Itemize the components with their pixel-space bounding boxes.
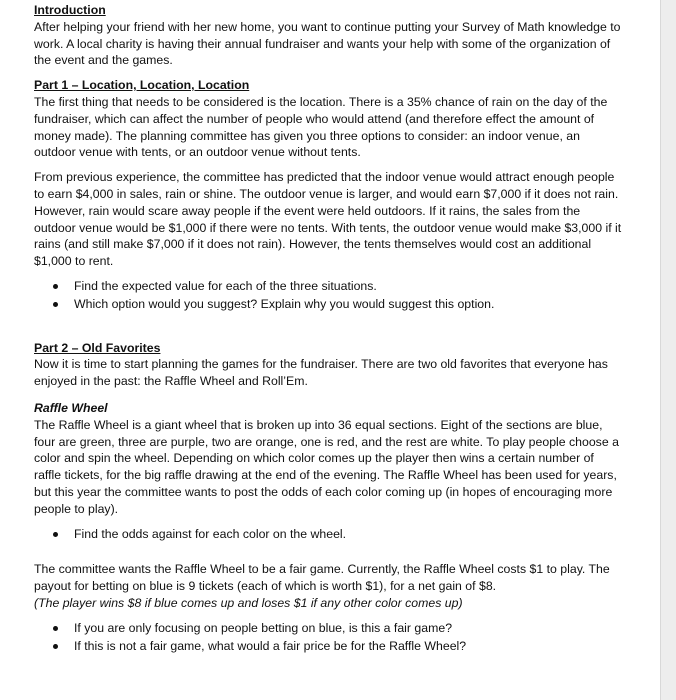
- intro-text: After helping your friend with her new home, you want to continue putting your Survey of Math knowledge to work. A local charity is having their annual fundraiser and wants your help with some of the organization of the event and the games.: [34, 19, 621, 68]
- raffle-heading: Raffle Wheel: [34, 400, 108, 415]
- list-item: Find the expected value for each of the three situations.: [74, 278, 624, 295]
- part1-para1: The first thing that needs to be considered is the location. There is a 35% chance of rain on the day of the fundraiser, which can affect the number of people who would attend (and therefore effect the amount of money made). The planning committee has given you three options to consider: an indoor venue, an outdoor venue with tents, or an outdoor venue without tents.: [34, 94, 608, 160]
- part1-bullet-list: [34, 278, 624, 313]
- list-item: Find the odds against for each color on the wheel.: [74, 526, 624, 543]
- part1-para2: From previous experience, the committee has predicted that the indoor venue would attract enough people to earn $4,000 in sales, rain or shine. The outdoor venue is larger, and would earn $7,000 if it does not rain. However, rain would scare away people if the event were held outdoors. If it rains, the sales from the outdoor venue would be $1,000 if there were no tents. With tents, the outdoor venue would make $3,000 if it rains (and still make $7,000 if it does not rain). However, the tents themselves would cost an additional $1,000 to rent.: [34, 170, 622, 269]
- page-edge: [660, 0, 676, 700]
- list-item: If you are only focusing on people betting on blue, is this a fair game?: [74, 620, 624, 637]
- intro-heading: Introduction: [34, 3, 106, 17]
- raffle-bullet-list: [34, 526, 624, 543]
- fair-game-note: (The player wins $8 if blue comes up and loses $1 if any other color comes up): [34, 595, 463, 610]
- part2-heading: Part 2 – Old Favorites: [34, 340, 161, 355]
- part2-intro: Now it is time to start planning the games for the fundraiser. There are two old favorites that everyone has enjoyed in the past: the Raffle Wheel and Roll’Em.: [34, 357, 608, 389]
- raffle-text: The Raffle Wheel is a giant wheel that is broken up into 36 equal sections. Eight of the sections are blue, four are green, three are purple, two are orange, one is red, and the rest are white. To play people choose a color and spin the wheel. Depending on which color comes up the player then wins a certain number of raffle tickets, for the big raffle drawing at the end of the evening. The Raffle Wheel has been used for years, but this year the committee wants to post the odds of each color coming up (in hopes of encouraging more people to play).: [34, 417, 619, 516]
- document-page: [34, 2, 624, 655]
- list-item: Which option would you suggest? Explain why you would suggest this option.: [74, 296, 624, 313]
- part1-heading: Part 1 – Location, Location, Location: [34, 78, 250, 93]
- fair-game-bullet-list: [34, 620, 624, 655]
- fair-game-text: The committee wants the Raffle Wheel to be a fair game. Currently, the Raffle Wheel costs $1 to play. The payout for betting on blue is 9 tickets (each of which is worth $1), for a net gain of $8.: [34, 562, 610, 594]
- list-item: If this is not a fair game, what would a fair price be for the Raffle Wheel?: [74, 638, 624, 655]
